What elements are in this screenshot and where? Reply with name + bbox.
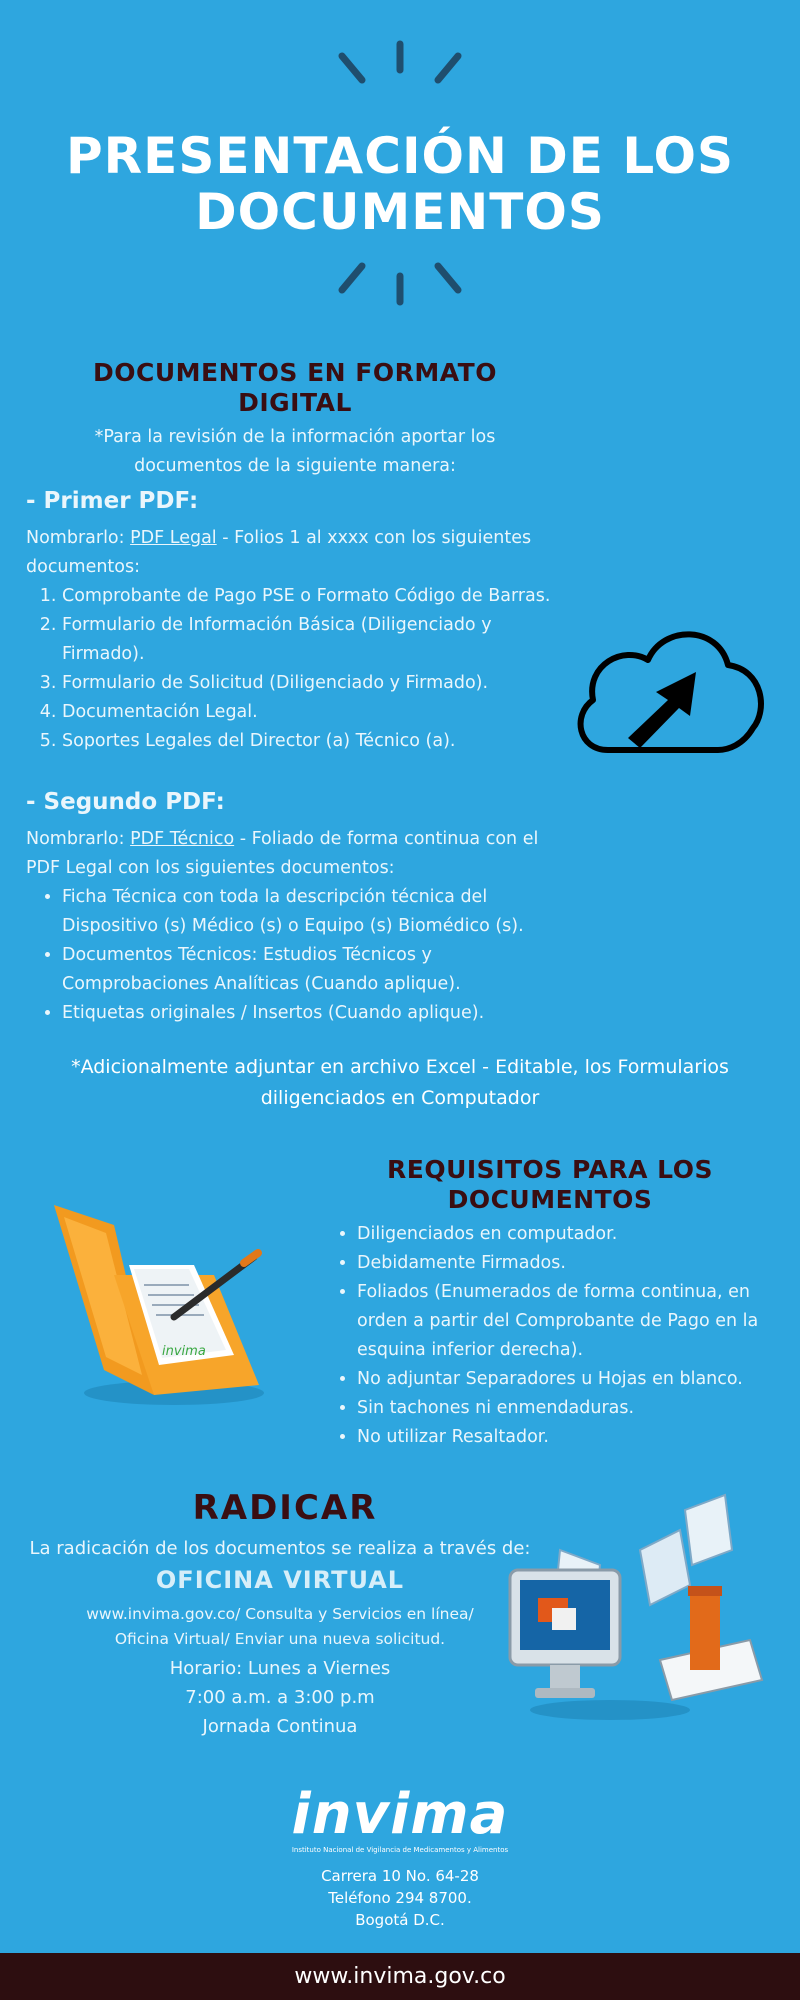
list-item: 3. Formulario de Solicitud (Diligenciado y Firmado).: [62, 669, 552, 698]
excel-note: *Adicionalmente adjuntar en archivo Excel - Editable, los Formularios diligenciados en Computador: [71, 1056, 729, 1109]
computer-illustration: [500, 1490, 770, 1730]
requisitos-list: [357, 1220, 785, 1452]
invima-logo: [290, 1782, 510, 1855]
list-item: • Debidamente Firmados.: [357, 1249, 785, 1278]
digital-intro: *Para la revisión de la información aportar los documentos de la siguiente manera:: [94, 427, 496, 476]
city: Bogotá D.C.: [355, 1911, 445, 1929]
footer-url[interactable]: www.invima.gov.co: [294, 1964, 506, 1989]
burst-top-icon: [330, 38, 470, 88]
contact-info: [250, 1865, 550, 1931]
second-pdf-naming: Nombrarlo: PDF Técnico - Foliado de forma continua con el PDF Legal con los siguientes documentos:: [26, 829, 539, 878]
footer-bar: [0, 1953, 800, 2000]
address: Carrera 10 No. 64-28: [321, 1867, 479, 1885]
list-item: • Foliados (Enumerados de forma continua, en orden a partir del Comprobante de Pago en la esquina inferior derecha).: [357, 1278, 785, 1365]
list-item: 2. Formulario de Información Básica (Diligenciado y Firmado).: [62, 611, 552, 669]
list-item: 5. Soportes Legales del Director (a) Técnico (a).: [62, 727, 552, 756]
list-item: • Documentos Técnicos: Estudios Técnicos y Comprobaciones Analíticas (Cuando aplique).: [62, 941, 582, 999]
list-item: • Sin tachones ni enmendaduras.: [357, 1394, 785, 1423]
pdf-tecnico-name: PDF Técnico: [130, 829, 235, 849]
list-item: 4. Documentación Legal.: [62, 698, 552, 727]
list-item: • Ficha Técnica con toda la descripción técnica del Dispositivo (s) Médico (s) o Equipo (s) Biomédico (s).: [62, 883, 582, 941]
folder-illustration: [44, 1195, 274, 1410]
page-title: PRESENTACIÓN DE LOS DOCUMENTOS: [66, 127, 734, 241]
burst-bottom-icon: [330, 258, 470, 308]
second-pdf-heading: - Segundo PDF:: [26, 789, 225, 815]
list-item: 1. Comprobante de Pago PSE o Formato Código de Barras.: [62, 582, 552, 611]
cloud-upload-icon: [568, 610, 768, 780]
second-pdf-list: [62, 883, 582, 1028]
radicar-schedule: Horario: Lunes a Viernes 7:00 a.m. a 3:00 p.m Jornada Continua: [169, 1658, 391, 1737]
oficina-virtual-heading: OFICINA VIRTUAL: [155, 1566, 405, 1594]
folder-logo-text: invima: [162, 1344, 206, 1359]
list-item: • Etiquetas originales / Insertos (Cuando aplique).: [62, 999, 582, 1028]
logo-wordmark: invima: [291, 1782, 509, 1847]
list-item: • No adjuntar Separadores u Hojas en blanco.: [357, 1365, 785, 1394]
first-pdf-naming: Nombrarlo: PDF Legal - Folios 1 al xxxx con los siguientes documentos:: [26, 528, 532, 577]
list-item: • No utilizar Resaltador.: [357, 1423, 785, 1452]
phone: Teléfono 294 8700.: [328, 1889, 472, 1907]
logo-subtitle: Instituto Nacional de Vigilancia de Medicamentos y Alimentos: [291, 1846, 509, 1854]
digital-heading: DOCUMENTOS EN FORMATO DIGITAL: [93, 358, 497, 417]
requisitos-heading: REQUISITOS PARA LOS DOCUMENTOS: [387, 1155, 713, 1214]
list-item: • Diligenciados en computador.: [357, 1220, 785, 1249]
first-pdf-list: [62, 582, 552, 756]
first-pdf-heading: - Primer PDF:: [26, 488, 199, 514]
radicar-intro: La radicación de los documentos se realiza a través de:: [29, 1538, 531, 1559]
radicar-heading: RADICAR: [192, 1488, 378, 1528]
radicar-path: www.invima.gov.co/ Consulta y Servicios en línea/ Oficina Virtual/ Enviar una nueva solicitud.: [86, 1605, 474, 1648]
pdf-legal-name: PDF Legal: [130, 528, 217, 548]
